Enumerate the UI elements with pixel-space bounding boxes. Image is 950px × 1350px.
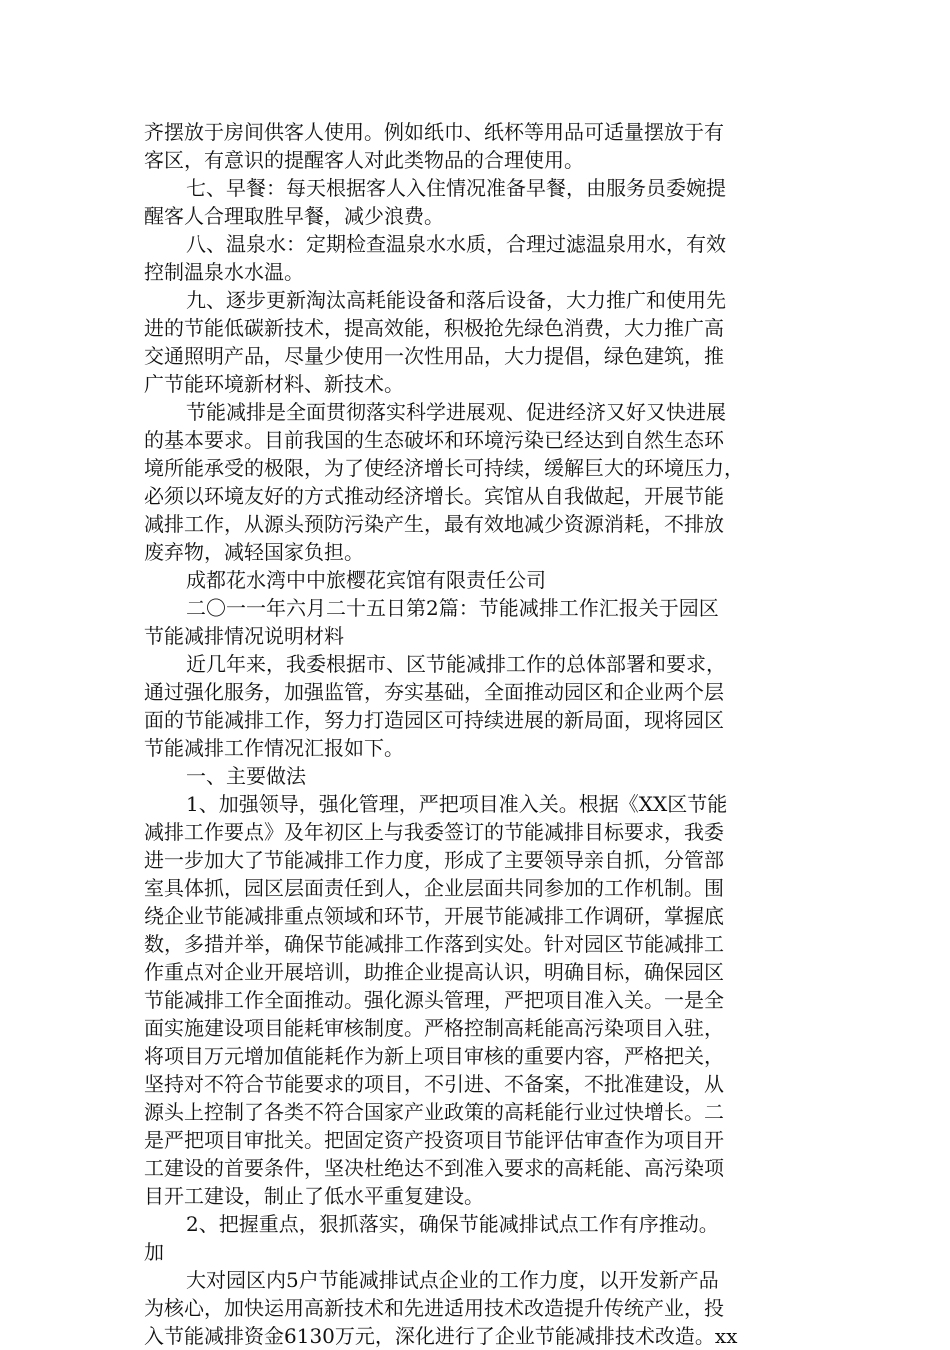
text-line: 进一步加大了节能减排工作力度，形成了主要领导亲自抓，分管部 (144, 848, 724, 872)
text-line: 减排工作，从源头预防污染产生，最有效地减少资源消耗，不排放 (144, 512, 724, 536)
text-line: 为核心，加快运用高新技术和先进适用技术改造提升传统产业，投 (144, 1296, 724, 1320)
text-line: 作重点对企业开展培训，助推企业提高认识，明确目标，确保园区 (144, 960, 724, 984)
text-line: 必须以环境友好的方式推动经济增长。宾馆从自我做起，开展节能 (144, 484, 724, 508)
text-line: 面实施建设项目能耗审核制度。严格控制高耗能高污染项目入驻， (144, 1016, 724, 1040)
text-line: 大对园区内5户节能减排试点企业的工作力度，以开发新产品 (186, 1268, 719, 1292)
text-line: 减排工作要点》及年初区上与我委签订的节能减排目标要求，我委 (144, 820, 724, 844)
text-line: 的基本要求。目前我国的生态破坏和环境污染已经达到自然生态环 (144, 428, 724, 452)
text-line: 成都花水湾中中旅樱花宾馆有限责任公司 (186, 568, 546, 592)
text-line: 1、加强领导，强化管理，严把项目准入关。根据《XX区节能 (186, 792, 728, 816)
text-line: 控制温泉水水温。 (144, 260, 304, 284)
text-line: 是严把项目审批关。把固定资产投资项目节能评估审查作为项目开 (144, 1128, 724, 1152)
text-line: 交通照明产品，尽量少使用一次性用品，大力提倡，绿色建筑，推 (144, 344, 724, 368)
text-line: 九、逐步更新淘汰高耗能设备和落后设备，大力推广和使用先 (186, 288, 726, 312)
text-line: 2、把握重点，狠抓落实，确保节能减排试点工作有序推动。 (186, 1212, 719, 1236)
text-line: 工建设的首要条件，坚决杜绝达不到准入要求的高耗能、高污染项 (144, 1156, 724, 1180)
text-line: 数，多措并举，确保节能减排工作落到实处。针对园区节能减排工 (144, 932, 724, 956)
text-line: 进的节能低碳新技术，提高效能，积极抢先绿色消费，大力推广高 (144, 316, 724, 340)
text-line: 七、早餐：每天根据客人入住情况准备早餐，由服务员委婉提 (186, 176, 726, 200)
text-line: 加 (144, 1240, 164, 1264)
text-line: 齐摆放于房间供客人使用。例如纸巾、纸杯等用品可适量摆放于有 (144, 120, 724, 144)
text-line: 八、温泉水：定期检查温泉水水质，合理过滤温泉用水，有效 (186, 232, 726, 256)
text-line: 节能减排是全面贯彻落实科学进展观、促进经济又好又快进展 (186, 400, 726, 424)
text-line: 源头上控制了各类不符合国家产业政策的高耗能行业过快增长。二 (144, 1100, 724, 1124)
text-line: 通过强化服务，加强监管，夯实基础，全面推动园区和企业两个层 (144, 680, 724, 704)
text-line: 目开工建设，制止了低水平重复建设。 (144, 1184, 484, 1208)
text-line: 节能减排情况说明材料 (144, 624, 344, 648)
text-line: 将项目万元增加值能耗作为新上项目审核的重要内容，严格把关， (144, 1044, 724, 1068)
text-line: 坚持对不符合节能要求的项目，不引进、不备案，不批准建设，从 (144, 1072, 724, 1096)
text-line: 客区，有意识的提醒客人对此类物品的合理使用。 (144, 148, 584, 172)
text-line: 室具体抓，园区层面责任到人，企业层面共同参加的工作机制。围 (144, 876, 724, 900)
text-line: 入节能减排资金6130万元，深化进行了企业节能减排技术改造。xx (144, 1324, 738, 1348)
text-line: 近几年来，我委根据市、区节能减排工作的总体部署和要求， (186, 652, 726, 676)
text-line: 面的节能减排工作，努力打造园区可持续进展的新局面，现将园区 (144, 708, 724, 732)
text-line: 境所能承受的极限，为了使经济增长可持续，缓解巨大的环境压力， (144, 456, 744, 480)
text-line: 绕企业节能减排重点领域和环节，开展节能减排工作调研，掌握底 (144, 904, 724, 928)
text-line: 醒客人合理取胜早餐，减少浪费。 (144, 204, 444, 228)
text-line: 节能减排工作情况汇报如下。 (144, 736, 404, 760)
document-body (144, 118, 812, 1350)
text-line: 废弃物，减轻国家负担。 (144, 540, 364, 564)
text-line: 节能减排工作全面推动。强化源头管理，严把项目准入关。一是全 (144, 988, 724, 1012)
text-line: 二〇一一年六月二十五日第2篇：节能减排工作汇报关于园区 (186, 596, 719, 620)
text-line: 广节能环境新材料、新技术。 (144, 372, 404, 396)
text-line: 一、主要做法 (186, 764, 306, 788)
